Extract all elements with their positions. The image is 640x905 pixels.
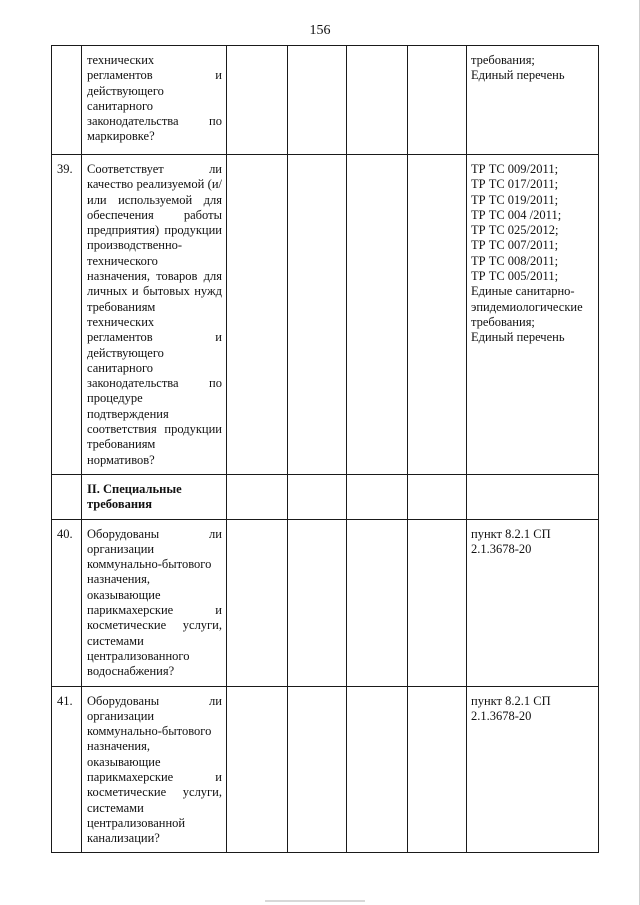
reference-cell bbox=[467, 474, 599, 519]
answer-yes-cell[interactable] bbox=[227, 474, 288, 519]
reference-line: ТР ТС 007/2011; bbox=[471, 238, 559, 253]
question-cell bbox=[82, 155, 227, 475]
question-text: технических регламентов и действующего санитарного законодательства по маркировке? bbox=[87, 53, 222, 144]
answer-note-cell[interactable] bbox=[408, 519, 467, 686]
answer-na-cell[interactable] bbox=[347, 474, 408, 519]
question-text: Соответствует ли качество реализуемой (и/или используемой для обеспечения работы предприятия) продукции производственно-технического назначения, товаров для личных и бытовых нужд требованиям технических регламентов и действующего санитарного законодательства по процедуре подтверждения соответствия продукции требованиям нормативов? bbox=[87, 162, 222, 467]
row-number: 41. bbox=[52, 686, 82, 853]
question-cell bbox=[82, 686, 227, 853]
answer-no-cell[interactable] bbox=[288, 155, 347, 475]
table-row bbox=[52, 686, 599, 853]
reference-line: ТР ТС 005/2011; bbox=[471, 269, 559, 284]
reference-line: ТР ТС 008/2011; bbox=[471, 253, 559, 268]
reference-line: требования; bbox=[471, 53, 535, 67]
table-row bbox=[52, 155, 599, 475]
section-heading-row bbox=[52, 474, 599, 519]
answer-na-cell[interactable] bbox=[347, 46, 408, 155]
question-text: Оборудованы ли организации коммунально-бытового назначения, оказывающие парикмахерские и косметические услуги, системами централизованного водоснабжения? bbox=[87, 526, 222, 679]
table-row bbox=[52, 519, 599, 686]
answer-na-cell[interactable] bbox=[347, 519, 408, 686]
answer-no-cell[interactable] bbox=[288, 46, 347, 155]
row-number bbox=[52, 474, 82, 519]
answer-yes-cell[interactable] bbox=[227, 519, 288, 686]
checklist-table bbox=[51, 45, 599, 853]
reference-cell bbox=[467, 46, 599, 155]
section-heading: II. Специальные требования bbox=[82, 474, 227, 519]
answer-no-cell[interactable] bbox=[288, 686, 347, 853]
reference-cell bbox=[467, 155, 599, 475]
table-row bbox=[52, 46, 599, 155]
reference-line: пункт 8.2.1 СП 2.1.3678-20 bbox=[471, 693, 551, 723]
reference-line: ТР ТС 009/2011; bbox=[471, 162, 559, 176]
row-number: 39. bbox=[52, 155, 82, 475]
answer-na-cell[interactable] bbox=[347, 155, 408, 475]
answer-yes-cell[interactable] bbox=[227, 46, 288, 155]
question-cell bbox=[82, 46, 227, 155]
question-text: Оборудованы ли организации коммунально-бытового назначения, оказывающие парикмахерские и косметические услуги, системами централизованной канализации? bbox=[87, 693, 222, 846]
reference-cell bbox=[467, 519, 599, 686]
page-bottom-mark bbox=[265, 900, 365, 902]
reference-line: ТР ТС 025/2012; bbox=[471, 223, 559, 238]
reference-line: Единый перечень bbox=[471, 330, 565, 345]
answer-yes-cell[interactable] bbox=[227, 686, 288, 853]
reference-line: ТР ТС 004 /2011; bbox=[471, 207, 562, 222]
row-number bbox=[52, 46, 82, 155]
question-cell bbox=[82, 519, 227, 686]
answer-note-cell[interactable] bbox=[408, 46, 467, 155]
reference-line: ТР ТС 019/2011; bbox=[471, 192, 559, 207]
answer-note-cell[interactable] bbox=[408, 155, 467, 475]
row-number: 40. bbox=[52, 519, 82, 686]
answer-yes-cell[interactable] bbox=[227, 155, 288, 475]
reference-line: Единый перечень bbox=[471, 68, 565, 83]
answer-na-cell[interactable] bbox=[347, 686, 408, 853]
reference-line: пункт 8.2.1 СП 2.1.3678-20 bbox=[471, 526, 551, 556]
answer-no-cell[interactable] bbox=[288, 519, 347, 686]
answer-no-cell[interactable] bbox=[288, 474, 347, 519]
reference-line: ТР ТС 017/2011; bbox=[471, 177, 559, 192]
answer-note-cell[interactable] bbox=[408, 686, 467, 853]
answer-note-cell[interactable] bbox=[408, 474, 467, 519]
page-number: 156 bbox=[309, 23, 331, 38]
reference-line: Единые санитарно-эпидемиологические требования; bbox=[471, 284, 583, 329]
reference-cell bbox=[467, 686, 599, 853]
